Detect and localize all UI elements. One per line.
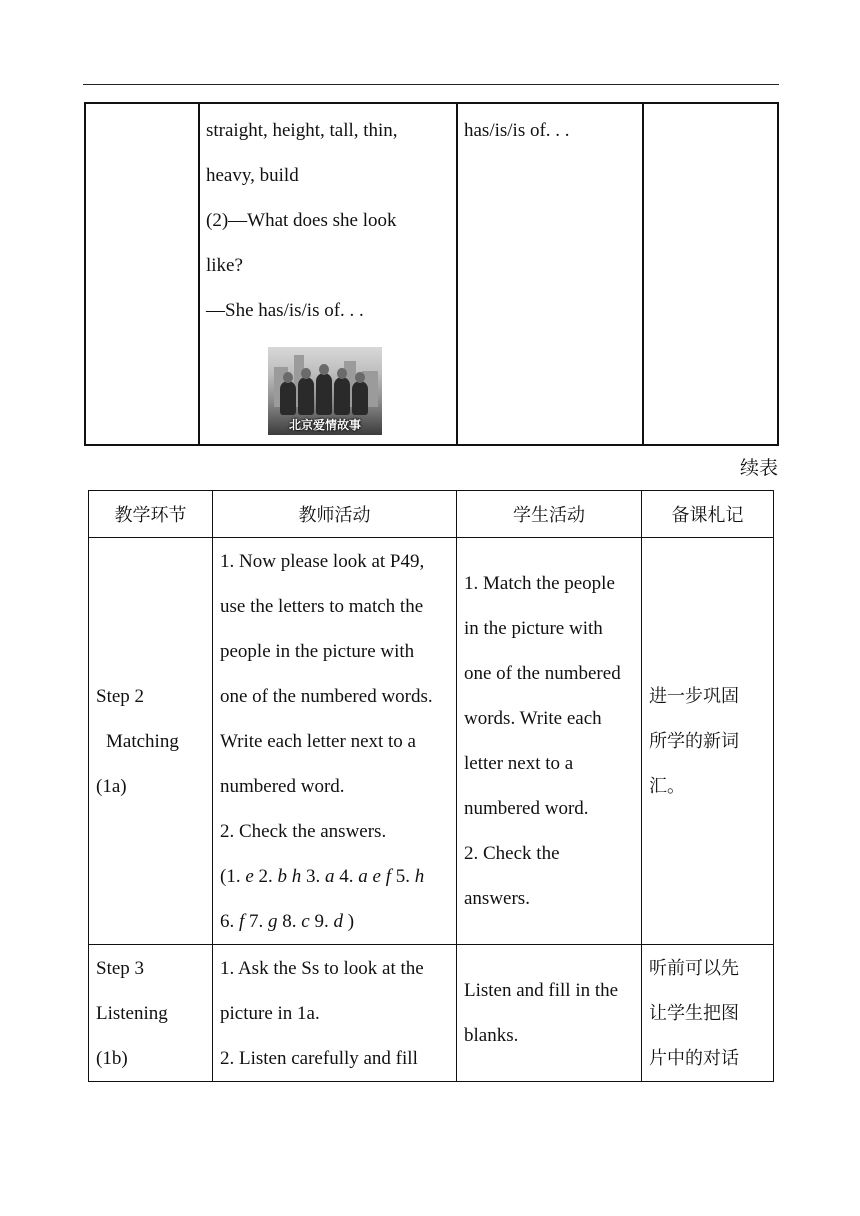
teacher-line: 1. Now please look at P49, — [220, 551, 425, 572]
notes-line: 汇。 — [649, 775, 685, 797]
teacher-line: 2. Check the answers. — [220, 821, 387, 842]
stage-line: (1a) — [96, 775, 127, 797]
header-rule — [83, 84, 779, 85]
teacher-line: one of the numbered words. — [220, 686, 433, 707]
notes-line: 让学生把图 — [649, 1003, 739, 1024]
continued-table-fragment — [84, 102, 779, 446]
notes-cell — [642, 945, 774, 1082]
header-stage: 教学环节 — [89, 491, 213, 538]
teacher-activity-cell — [199, 103, 457, 445]
student-text: has/is/is of. . . — [464, 120, 570, 141]
answer-line: —She has/is/is of. . . — [206, 300, 364, 321]
teacher-line: Write each letter next to a — [220, 731, 416, 752]
notes-line: 所学的新词 — [649, 730, 739, 752]
vocab-line: straight, height, tall, thin, — [206, 120, 398, 141]
stage-line: Listening — [96, 1003, 168, 1024]
table-row — [89, 945, 774, 1082]
table-header-row — [89, 491, 774, 538]
notes-line: 进一步巩固 — [649, 685, 739, 707]
student-activity-cell — [457, 538, 642, 945]
student-line: one of the numbered — [464, 663, 621, 684]
student-line: in the picture with — [464, 618, 603, 639]
stage-line: (1b) — [96, 1048, 128, 1069]
student-line: 1. Match the people — [464, 573, 615, 594]
stage-cell-empty — [85, 103, 199, 445]
teacher-activity-cell — [213, 945, 457, 1082]
stage-cell — [89, 945, 213, 1082]
notes-line: 片中的对话 — [649, 1048, 739, 1069]
stage-line: Matching — [106, 730, 179, 752]
student-line: letter next to a — [464, 753, 574, 774]
student-activity-cell — [457, 945, 642, 1082]
stage-line: Step 2 — [96, 685, 145, 707]
student-line: words. Write each — [464, 708, 602, 729]
question-line: (2)—What does she look — [206, 210, 397, 231]
teacher-activity-cell — [213, 538, 457, 945]
vocab-line: heavy, build — [206, 165, 299, 186]
table-row — [89, 538, 774, 945]
student-line: answers. — [464, 888, 530, 909]
stage-line: Step 3 — [96, 958, 145, 979]
answer-key-line: 6. f 7. g 8. c 9. d ) — [220, 911, 355, 932]
header-student: 学生活动 — [457, 491, 642, 538]
teacher-line: numbered word. — [220, 776, 345, 797]
teacher-line: people in the picture with — [220, 641, 415, 662]
student-line: numbered word. — [464, 798, 589, 819]
photo-caption: 北京爱情故事 — [288, 418, 361, 432]
notes-cell — [642, 538, 774, 945]
stage-cell — [89, 538, 213, 945]
student-activity-cell — [457, 103, 643, 445]
teacher-line: 1. Ask the Ss to look at the — [220, 958, 424, 979]
student-line: blanks. — [464, 1025, 519, 1046]
answer-key-line: (1. e 2. b h 3. a 4. a e f 5. h — [220, 866, 425, 887]
notes-line: 听前可以先 — [649, 958, 739, 979]
header-notes: 备课札记 — [642, 491, 774, 538]
question-line: like? — [206, 255, 243, 276]
continued-label: 续表 — [739, 457, 778, 479]
teacher-line: use the letters to match the — [220, 596, 424, 617]
group-photo — [268, 347, 382, 435]
lesson-plan-table — [88, 490, 774, 1082]
student-line: 2. Check the — [464, 843, 560, 864]
student-line: Listen and fill in the — [464, 980, 619, 1001]
teacher-line: 2. Listen carefully and fill — [220, 1048, 418, 1069]
header-teacher: 教师活动 — [213, 491, 457, 538]
teacher-line: picture in 1a. — [220, 1003, 320, 1024]
notes-cell-empty — [643, 103, 778, 445]
